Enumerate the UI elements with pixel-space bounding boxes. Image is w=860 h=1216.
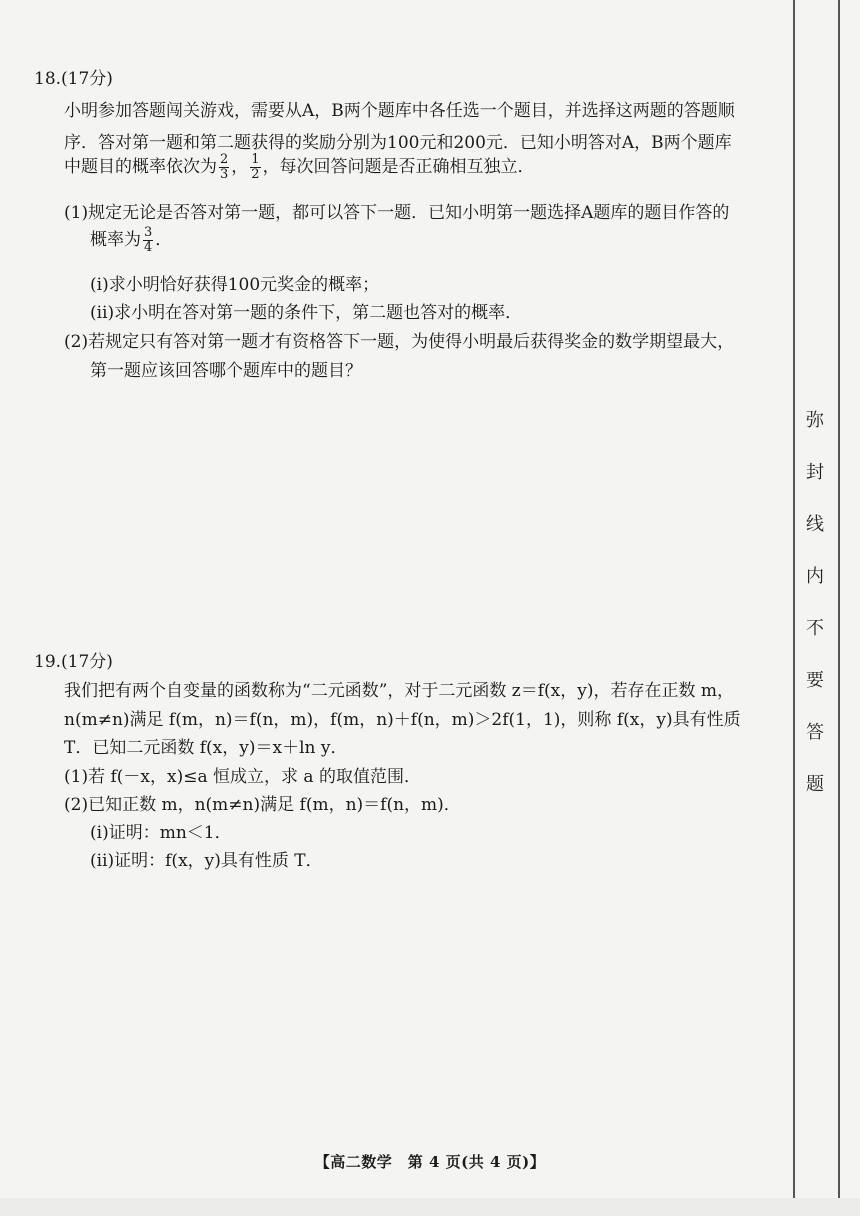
q19-part-2: (2)已知正数 m，n(m≠n)满足 f(m，n)＝f(n，m)．	[64, 795, 461, 815]
q18-part-1-ii: (ⅱ)求小明在答对第一题的条件下，第二题也答对的概率．	[90, 303, 523, 323]
binding-line-inner	[793, 0, 795, 1216]
separator: ，	[231, 157, 249, 177]
q19-part-1: (1)若 f(－x，x)≤a 恒成立，求 a 的取值范围．	[64, 767, 421, 787]
period: ．	[155, 230, 173, 250]
q19-line-1: 我们把有两个自变量的函数称为“二元函数”，对于二元函数 z＝f(x，y)，若存在正数 m，	[64, 681, 735, 701]
fraction-three-quarters: $\frac{3}{4}$	[144, 225, 153, 255]
seal-char: 要	[806, 670, 824, 691]
seal-char: 答	[806, 722, 824, 743]
q18-intro-line-3	[64, 152, 535, 182]
seal-char: 不	[806, 618, 824, 639]
q19-part-2-i: (ⅰ)证明：mn＜1．	[90, 823, 232, 843]
scan-edge	[0, 1198, 860, 1216]
q18-part-1-line-2	[90, 225, 172, 255]
seal-char: 弥	[806, 410, 824, 431]
seal-char: 封	[806, 462, 824, 483]
page-footer: 【高二数学 第 4 页(共 4 页)】	[314, 1153, 546, 1171]
q18-part-2-line-1: (2)若规定只有答对第一题才有资格答下一题，为使得小明最后获得奖金的数学期望最大，	[64, 332, 735, 352]
q18-part-1-line-1: (1)规定无论是否答对第一题，都可以答下一题．已知小明第一题选择A题库的题目作答的	[64, 203, 730, 223]
q18-part-1-text: 概率为	[90, 230, 141, 250]
q18-number: 18.(17分)	[34, 69, 113, 89]
q18-intro-line-1: 小明参加答题闯关游戏，需要从A，B两个题库中各任选一个题目，并选择这两题的答题顺	[64, 101, 735, 121]
seal-char: 题	[806, 774, 824, 795]
fraction-one-half: $\frac{1}{2}$	[251, 152, 260, 182]
binding-line-outer	[838, 0, 840, 1216]
q18-intro-text: 中题目的概率依次为	[64, 157, 217, 177]
q19-part-2-ii: (ⅱ)证明：f(x，y)具有性质 T．	[90, 851, 323, 871]
q18-part-2-line-2: 第一题应该回答哪个题库中的题目？	[90, 361, 362, 381]
q18-intro-tail: ，每次回答问题是否正确相互独立．	[262, 157, 535, 177]
seal-char: 线	[806, 514, 824, 535]
q18-intro-line-2: 序．答对第一题和第二题获得的奖励分别为100元和200元．已知小明答对A，B两个题库	[64, 133, 732, 153]
fraction-two-thirds: $\frac{2}{3}$	[220, 152, 229, 182]
seal-line-notice	[800, 395, 830, 811]
q19-line-2: n(m≠n)满足 f(m，n)＝f(n，m)，f(m，n)＋f(n，m)＞2f(1，1)，则称 f(x，y)具有性质	[64, 710, 741, 730]
q19-number: 19.(17分)	[34, 652, 113, 672]
seal-char: 内	[806, 566, 824, 587]
q18-part-1-i: (ⅰ)求小明恰好获得100元奖金的概率；	[90, 275, 380, 295]
q19-line-3: T．已知二元函数 f(x，y)＝x＋ln y．	[64, 738, 348, 758]
